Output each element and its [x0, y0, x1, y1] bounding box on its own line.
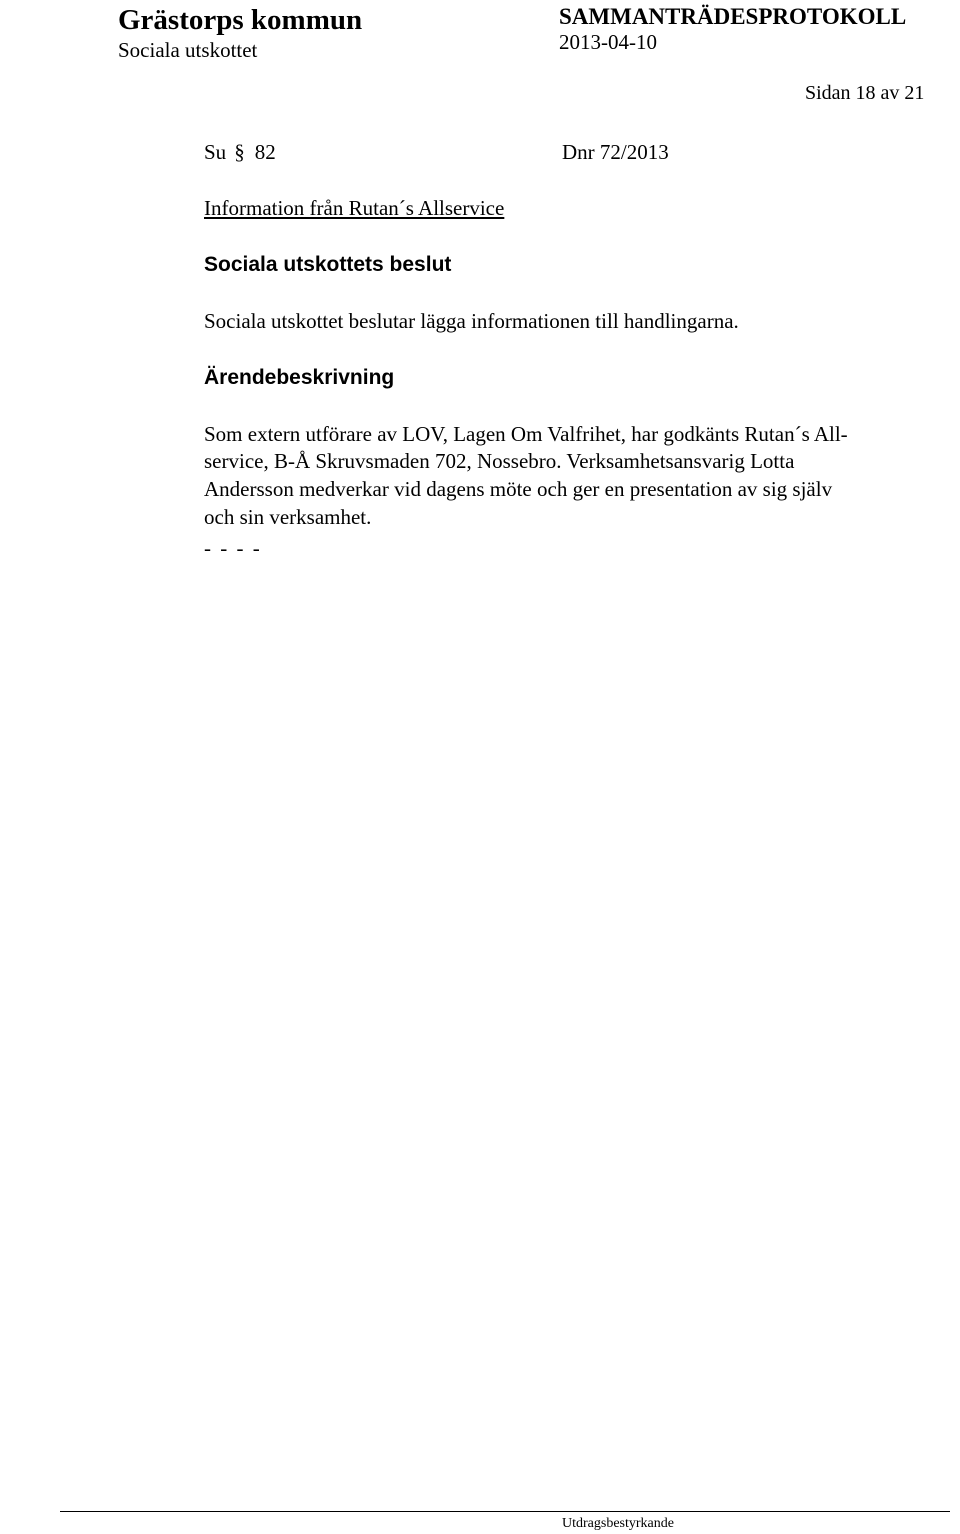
diary-number: Dnr 72/2013: [562, 140, 669, 164]
description-line: och sin verksamhet.: [204, 505, 372, 529]
decision-text: Sociala utskottet beslutar lägga informationen till handlingarna.: [204, 309, 739, 333]
document-type: SAMMANTRÄDESPROTOKOLL: [559, 4, 907, 29]
committee-name: Sociala utskottet: [118, 38, 258, 62]
meeting-date: 2013-04-10: [559, 30, 657, 54]
footer-rule: [60, 1511, 950, 1512]
decision-heading: Sociala utskottets beslut: [204, 253, 452, 276]
description-line: Andersson medverkar vid dagens möte och ger en presentation av sig själv: [204, 477, 833, 501]
description-line: Som extern utförare av LOV, Lagen Om Valfrihet, har godkänts Rutan´s All-: [204, 422, 848, 446]
subject-title: Information från Rutan´s Allservice: [204, 196, 505, 220]
description-line: service, B-Å Skruvsmaden 702, Nossebro. Verksamhetsansvarig Lotta: [204, 449, 795, 473]
section-number: [204, 138, 276, 166]
description-heading: Ärendebeskrivning: [204, 366, 395, 389]
section-prefix: Su: [204, 140, 227, 164]
end-marker: - - - -: [204, 536, 262, 560]
page-number: Sidan 18 av 21: [805, 82, 925, 104]
section-number-value: 82: [254, 140, 276, 164]
paragraph-sign: §: [234, 140, 245, 164]
footer-label: Utdragsbestyrkande: [562, 1516, 674, 1531]
organization-name: Grästorps kommun: [118, 4, 363, 36]
